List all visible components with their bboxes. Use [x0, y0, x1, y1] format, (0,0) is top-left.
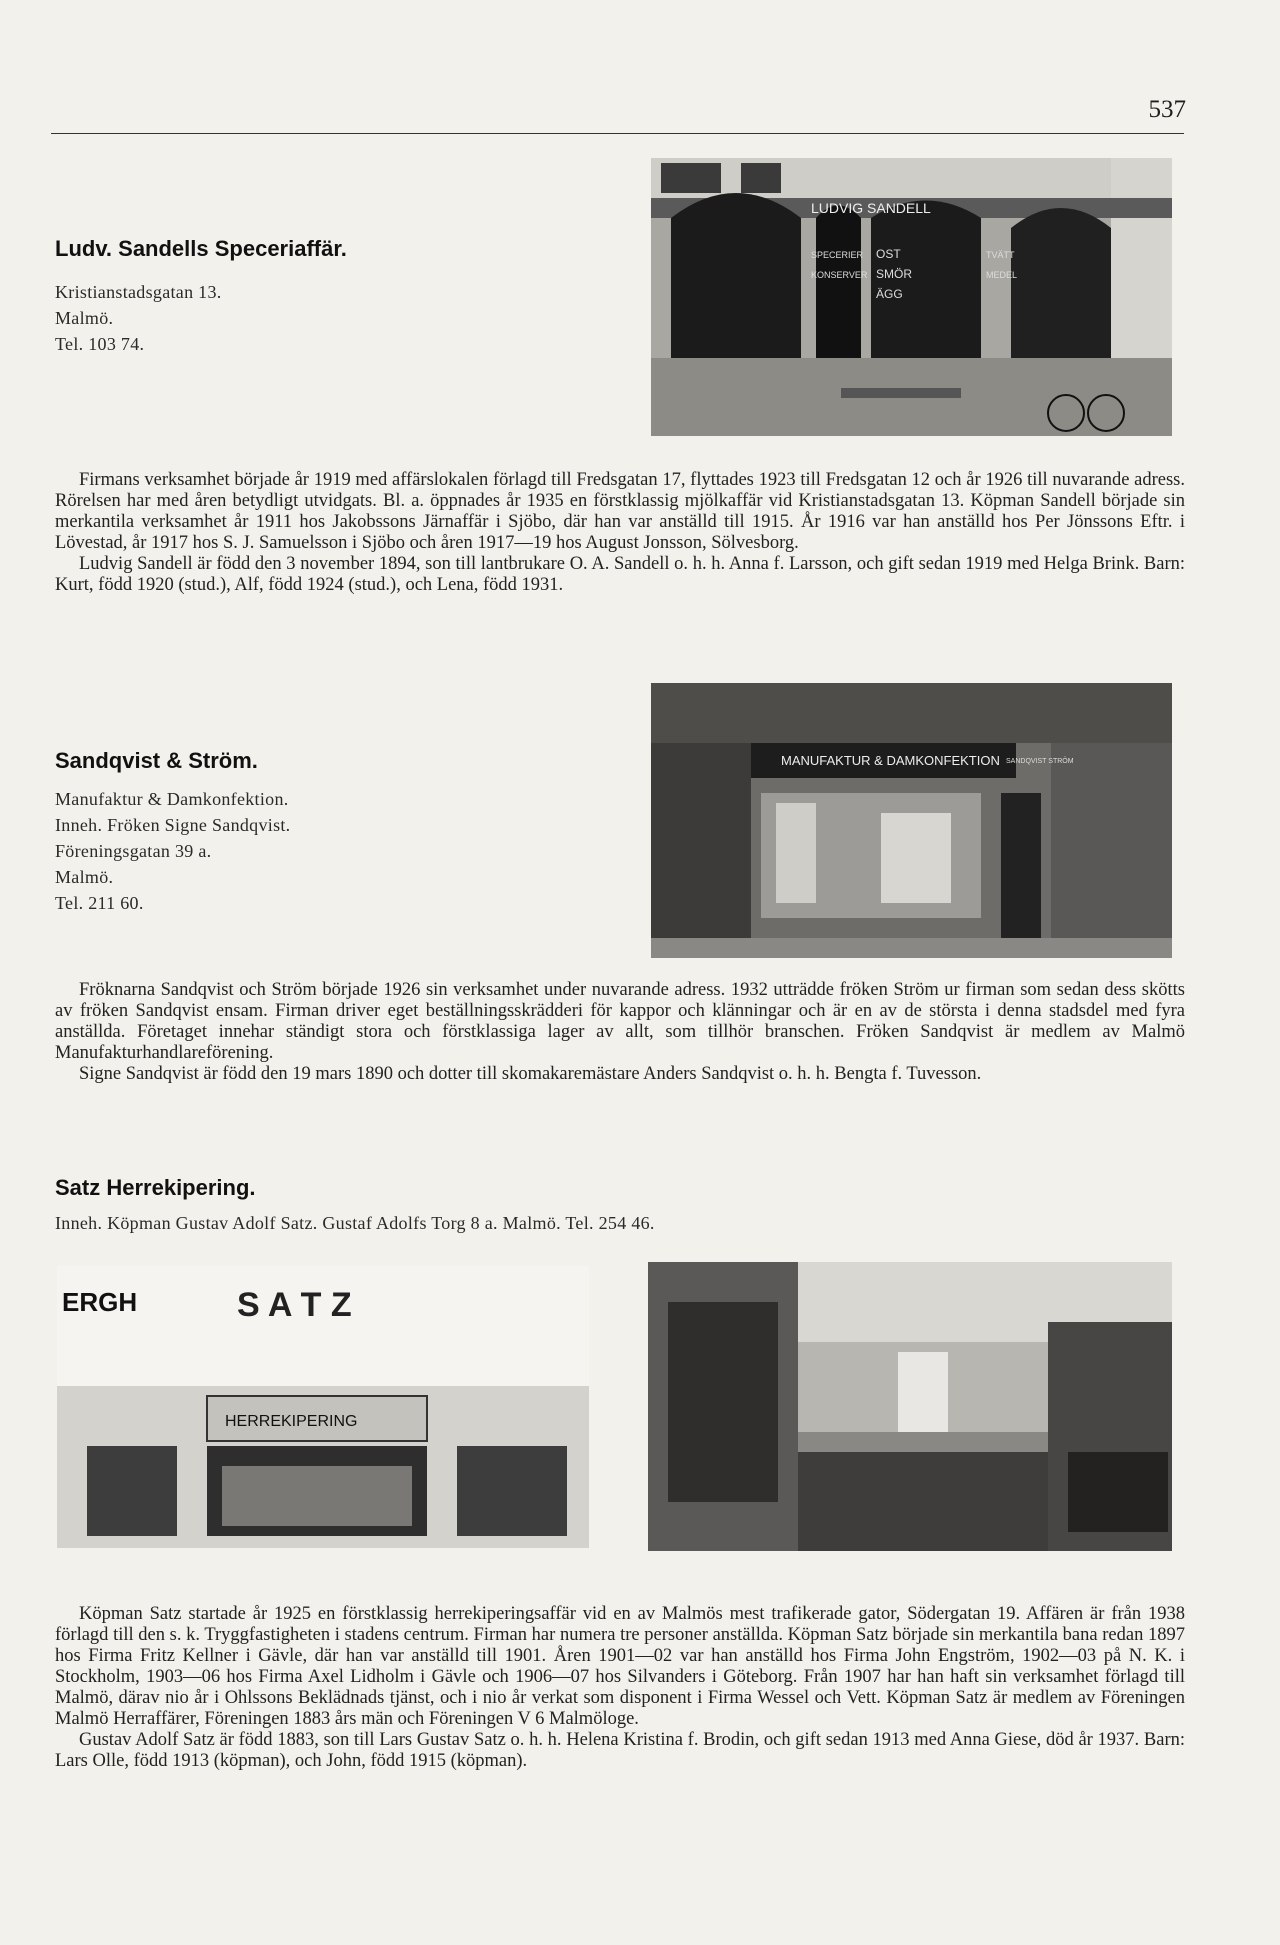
- photo-sign: HERREKIPERING: [225, 1413, 358, 1430]
- business-type-line: Manufaktur & Damkonfektion.: [55, 789, 289, 809]
- address-line: Kristianstadsgatan 13.: [55, 282, 222, 302]
- section-title-sandqvist: Sandqvist & Ström.: [55, 748, 258, 773]
- photo-sandqvist-storefront: [651, 683, 1172, 958]
- photo-sign: OST: [876, 247, 901, 261]
- paragraph: Firmans verksamhet började år 1919 med affärslokalen förlagd till Fredsgatan 17, flyttades 1923 till Fredsgatan 12 och år 1926 till nuvarande adress. Rörelsen har med åren betydligt utvidgats. Bl. a. öppnades år 1935 en förstklassig mjölkaffär vid Kristianstadsgatan 13. Köpman Sandell började sin merkantila verksamhet år 1911 hos Jakobssons Järnaffär i Sjöbo, där han var anställd till 1915. År 1916 var han anställd hos Per Jönssons Eftr. i Lövestad, år 1917 hos S. J. Samuelsson i Sjöbo och åren 1917—19 hos August Jonsson, Sölvesborg.: [55, 470, 1185, 553]
- header-rule: [51, 133, 1184, 134]
- paragraph: Gustav Adolf Satz är född 1883, son till Lars Gustav Satz o. h. h. Helena Kristina f. Brodin, och gift sedan 1913 med Anna Giese, död år 1937. Barn: Lars Olle, född 1913 (köpman), och John, född 1915 (köpman).: [55, 1730, 1185, 1771]
- photo-sign: SANDQVIST STRÖM: [1006, 758, 1074, 765]
- photo-sign: KONSERVER: [811, 270, 868, 280]
- photo-satz-interior: [648, 1262, 1172, 1551]
- section-title-satz: Satz Herrekipering.: [55, 1175, 256, 1200]
- photo-sign-main: MANUFAKTUR & DAMKONFEKTION: [781, 753, 1000, 768]
- city-line: Malmö.: [55, 308, 114, 328]
- paragraph: Signe Sandqvist är född den 19 mars 1890 och dotter till skomakaremästare Anders Sandqvist o. h. h. Bengta f. Tuvesson.: [79, 1064, 982, 1084]
- city-line: Malmö.: [55, 867, 114, 887]
- paragraph: Ludvig Sandell är född den 3 november 1894, son till lantbrukare O. A. Sandell o. h. h. Anna f. Larsson, och gift sedan 1919 med Helga Brink. Barn: Kurt, född 1920 (stud.), Alf, född 1924 (stud.), och Lena, född 1931.: [55, 554, 1185, 595]
- paragraph: Köpman Satz startade år 1925 en förstklassig herrekiperingsaffär vid en av Malmös mest trafikerade gator, Södergatan 19. Affären är från 1938 förlagd till den s. k. Tryggfastigheten i stadens centrum. Firman har numera tre personer anställda. Köpman Satz började sin merkantila bana redan 1897 hos Firma Fritz Kellner i Gävle, där han var anställd till 1901. Åren 1901—02 var han anställd hos Firma John Engström, 1902—03 på N. K. i Stockholm, 1903—06 hos Firma Axel Lidholm i Gävle och 1906—07 hos Silvanders i Göteborg. Från 1907 har han haft sin verksamhet förlagd till Malmö, därav nio år i Ohlssons Beklädnads tjänst, och i nio år verkat som disponent i Firma Wessel och Vett. Köpman Satz är medlem av Föreningen Malmö Herraffärer, Föreningen 1883 års män och Föreningen V 6 Malmöloge.: [55, 1604, 1185, 1729]
- body-text-sandqvist: [55, 980, 1185, 1085]
- photo-sign: ERGH: [62, 1287, 138, 1317]
- body-text-satz: [55, 1604, 1185, 1772]
- address-block-sandqvist: [55, 786, 291, 916]
- address-block-satz: [55, 1210, 655, 1236]
- photo-sign: SMÖR: [876, 267, 912, 281]
- page-number: 537: [1148, 96, 1186, 123]
- contact-line: Inneh. Köpman Gustav Adolf Satz. Gustaf Adolfs Torg 8 a. Malmö. Tel. 254 46.: [55, 1213, 655, 1233]
- photo-sign: SPECERIER: [811, 250, 864, 260]
- owner-line: Inneh. Fröken Signe Sandqvist.: [55, 815, 291, 835]
- section-title-sandell: Ludv. Sandells Speceriaffär.: [55, 236, 347, 261]
- address-line: Föreningsgatan 39 a.: [55, 841, 212, 861]
- photo-sign: ÄGG: [876, 287, 903, 301]
- phone-line: Tel. 103 74.: [55, 334, 145, 354]
- photo-sign: MEDEL: [986, 270, 1018, 280]
- photo-sign-main: S A T Z: [237, 1286, 352, 1324]
- body-text-sandell: [55, 470, 1185, 596]
- paragraph: Fröknarna Sandqvist och Ström började 1926 sin verksamhet under nuvarande adress. 1932 utträdde fröken Ström ur firman som sedan dess skötts av fröken Sandqvist ensam. Firman driver eget beställningsskrädderi för kappor och klänningar och är en av de största i denna stadsdel med fyra anställda. Företaget innehar ständigt stora och förstklassiga lager av allt, som tillhör branschen. Fröken Sandqvist är medlem av Malmö Manufakturhandlareförening.: [55, 980, 1185, 1063]
- phone-line: Tel. 211 60.: [55, 893, 144, 913]
- photo-satz-storefront: [57, 1266, 589, 1548]
- photo-sign: TVÄTT: [986, 250, 1015, 260]
- photo-sandell-storefront: [651, 158, 1172, 436]
- photo-sign-main: LUDVIG SANDELL: [811, 200, 931, 216]
- address-block-sandell: [55, 279, 222, 357]
